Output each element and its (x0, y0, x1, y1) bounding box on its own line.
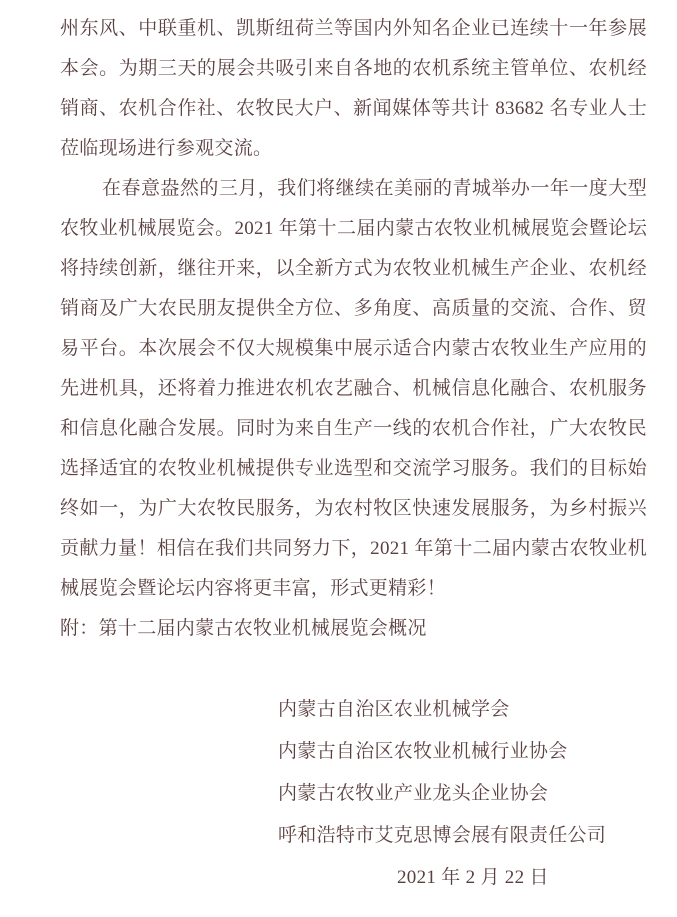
paragraph2-line: 将持续创新，继往开来，以全新方式为农牧业机械生产企业、农机经 (60, 258, 647, 279)
signature-organization: 呼和浩特市艾克思博会展有限责任公司 (278, 825, 607, 846)
paragraph1-line: 州东风、中联重机、凯斯纽荷兰等国内外知名企业已连续十一年参展 (60, 18, 647, 39)
paragraph2-line: 选择适宜的农牧业机械提供专业选型和交流学习服务。我们的目标始 (60, 458, 647, 479)
paragraph2-line: 易平台。本次展会不仅大规模集中展示适合内蒙古农牧业生产应用的 (60, 338, 647, 359)
paragraph2-line: 先进机具，还将着力推进农机农艺融合、机械信息化融合、农机服务 (60, 378, 647, 399)
paragraph1-line: 莅临现场进行参观交流。 (60, 138, 273, 159)
paragraph2-line: 销商及广大农民朋友提供全方位、多角度、高质量的交流、合作、贸 (60, 298, 647, 319)
document-date: 2021 年 2 月 22 日 (397, 867, 549, 888)
paragraph2-line: 在春意盎然的三月，我们将继续在美丽的青城举办一年一度大型 (102, 178, 647, 199)
paragraph2-line: 农牧业机械展览会。2021 年第十二届内蒙古农牧业机械展览会暨论坛 (60, 218, 647, 239)
paragraph2-line: 贡献力量！相信在我们共同努力下，2021 年第十二届内蒙古农牧业机 (60, 538, 647, 559)
paragraph2-line: 和信息化融合发展。同时为来自生产一线的农机合作社，广大农牧民 (60, 418, 647, 439)
attachment-note: 附：第十二届内蒙古农牧业机械展览会概况 (60, 618, 427, 639)
paragraph2-line: 终如一，为广大农牧民服务，为农村牧区快速发展服务，为乡村振兴 (60, 498, 647, 519)
document-body (60, 9, 647, 899)
signature-organization: 内蒙古自治区农牧业机械行业协会 (278, 741, 568, 762)
paragraph1-line: 销商、农机合作社、农牧民大户、新闻媒体等共计 83682 名专业人士 (60, 98, 647, 119)
signature-organization: 内蒙古自治区农业机械学会 (278, 699, 510, 720)
paragraph2-line: 械展览会暨论坛内容将更丰富，形式更精彩！ (60, 578, 447, 599)
paragraph1-line: 本会。为期三天的展会共吸引来自各地的农机系统主管单位、农机经 (60, 58, 647, 79)
signature-organization: 内蒙古农牧业产业龙头企业协会 (278, 783, 549, 804)
signature-block (60, 689, 647, 899)
